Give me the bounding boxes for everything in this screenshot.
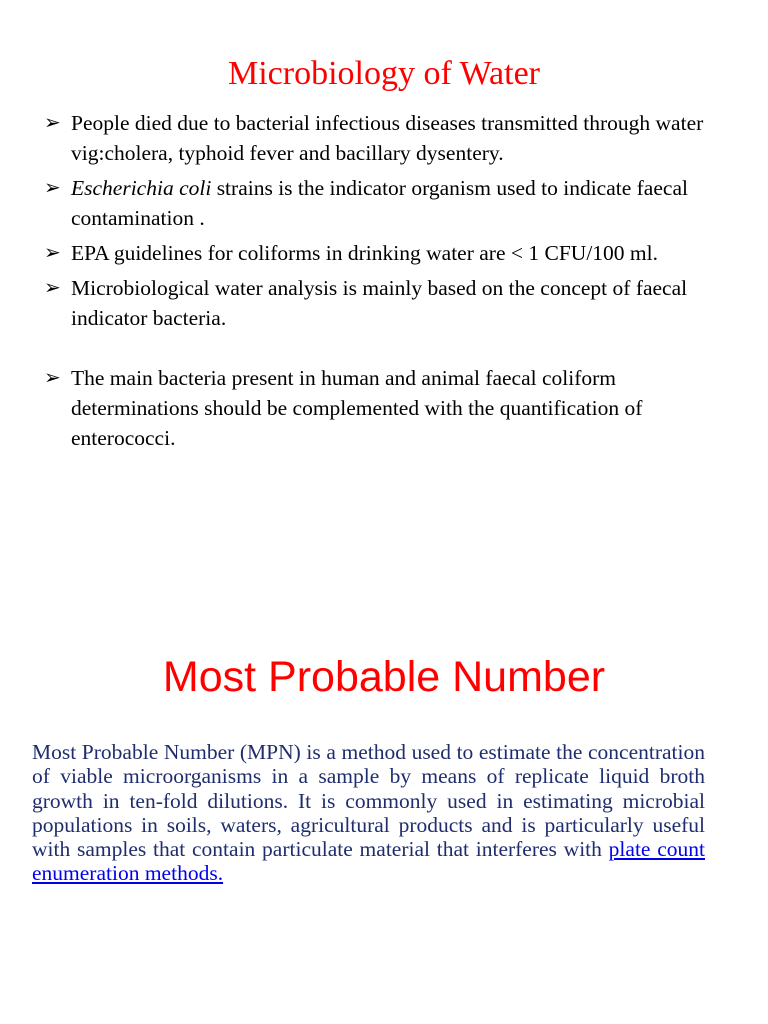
slide-title: Microbiology of Water — [227, 55, 540, 92]
bullet-item — [44, 238, 734, 268]
arrowhead-bullet-icon: ➢ — [44, 277, 61, 299]
arrowhead-bullet-icon: ➢ — [44, 367, 61, 389]
bullet-text: Microbiological water analysis is mainly based on the concept of faecal indicator bacteria. — [71, 276, 688, 330]
bullet-text: EPA guidelines for coliforms in drinking water are < 1 CFU/100 ml. — [71, 241, 658, 265]
arrowhead-bullet-icon: ➢ — [44, 177, 61, 199]
slide-title: Most Probable Number — [162, 653, 606, 701]
bullet-text: The main bacteria present in human and animal faecal coliform determinations should be complemented with the quantification of enterococci. — [71, 366, 643, 450]
arrowhead-bullet-icon: ➢ — [44, 112, 61, 134]
bullet-item — [44, 273, 734, 333]
plate-count-link[interactable]: plate count enumeration methods. — [32, 837, 705, 886]
arrowhead-bullet-icon: ➢ — [44, 242, 61, 264]
bullet-item — [44, 363, 734, 453]
bullet-text: People died due to bacterial infectious diseases transmitted through water vig:cholera, typhoid fever and bacillary dysentery. — [71, 111, 704, 165]
bullet-item — [44, 173, 734, 233]
mpn-paragraph-text: Most Probable Number (MPN) is a method used to estimate the concentration of viable microorganisms in a sample by means of replicate liquid broth growth in ten-fold dilutions. It is commonly used in estimating microbial populations in soils, waters, agricultural products and is particularly useful with samples that contain particulate material that interferes with — [32, 740, 705, 862]
bullet-item — [44, 108, 734, 168]
bullet-text: strains is the indicator organism used to indicate faecal contamination . — [71, 176, 688, 230]
bullet-list — [44, 108, 734, 458]
bullet-italic-organism: Escherichia coli — [71, 176, 212, 200]
mpn-paragraph — [32, 740, 705, 886]
